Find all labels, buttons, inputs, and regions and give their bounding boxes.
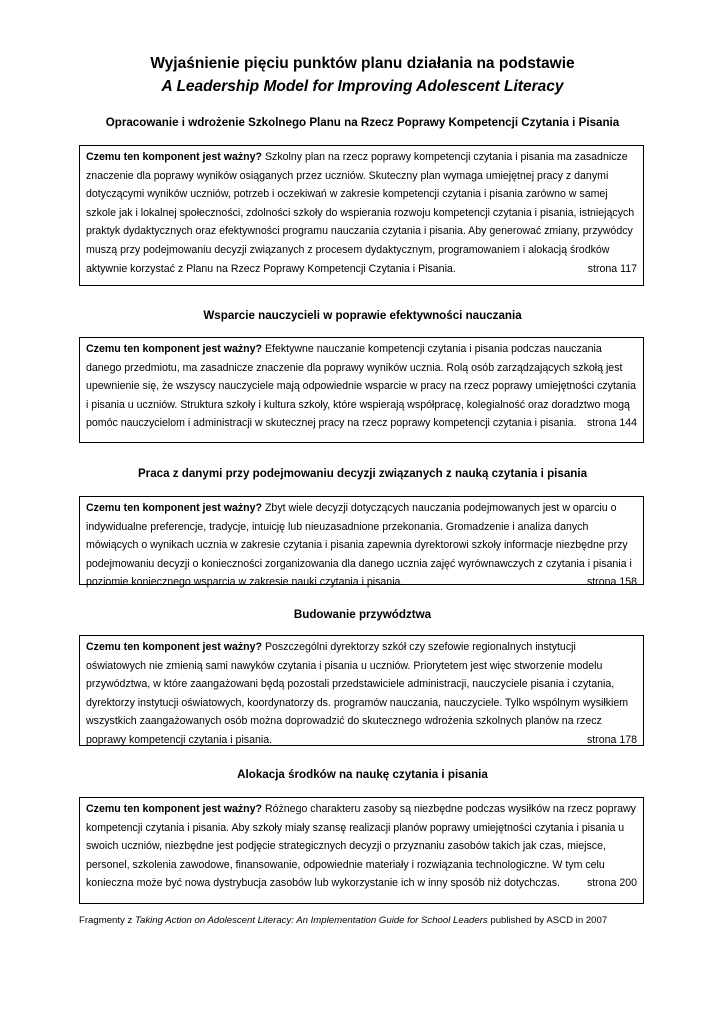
section-box [79, 337, 644, 443]
section-box [79, 797, 644, 904]
section-text: Efektywne nauczanie kompetencji czytania i pisania podczas nauczania danego przedmiotu, ma zasadnicze znaczenie dla poprawy wyników ucznia. Rolą osób zarządzających szkołą jest upewnienie się, że wszyscy nauczyciele mają odpowiednie wsparcie w pracy na rzecz poprawy umiejętności czytania i pisania u uczniów. Struktura szkoły i kultura szkoły, które wspierają współpracę, kolegialność oraz doradztwo mogą pomóc nauczycielom i administracji w skutecznej pracy na rzecz poprawy kompetencji czytania i pisania. [86, 343, 636, 430]
page-reference: strona 200 [586, 877, 637, 890]
section-heading: Praca z danymi przy podejmowaniu decyzji związanych z nauką czytania i pisania [137, 467, 588, 480]
page-reference: strona 117 [587, 262, 637, 275]
section-text: Szkolny plan na rzecz poprawy kompetencji czytania i pisania ma zasadnicze znaczenie dla poprawy wyników osiąganych przez uczniów. Skuteczny plan wymaga umiejętnej pracy z danymi dotyczącymi wyników uczniów, potrzeb i oczekiwań w zakresie kompetencji czytania i pisania zarówno w samej szkole jak i lokalnej społeczności, zdolności szkoły do wspierania rozwoju kompetencji czytania i pisania, istniejących praktyk dydaktycznych oraz efektywności programu nauczania czytania i pisania. Aby generować zmiany, przywódcy muszą przy podejmowaniu decyzji związanych z procesem dydaktycznym, programowaniem i alokacją środków aktywnie korzystać z Planu na Rzecz Poprawy Kompetencji Czytania i Pisania. [86, 151, 635, 275]
page-reference: strona 144 [586, 417, 637, 430]
document-subtitle: A Leadership Model for Improving Adolescent Literacy [161, 78, 564, 95]
footnote-suffix: published by ASCD in 2007 [490, 915, 608, 926]
document-title: Wyjaśnienie pięciu punktów planu działania na podstawie [150, 55, 575, 72]
section-lead: Czemu ten komponent jest ważny? [86, 641, 262, 653]
section-lead: Czemu ten komponent jest ważny? [86, 343, 262, 355]
section-lead: Czemu ten komponent jest ważny? [86, 502, 262, 514]
section-box [79, 496, 644, 589]
section-heading: Wsparcie nauczycieli w poprawie efektywności nauczania [203, 309, 522, 322]
section-text: Różnego charakteru zasoby są niezbędne podczas wysiłków na rzecz poprawy kompetencji czytania i pisania. Aby szkoły miały szansę realizacji planów poprawy umiejętności czytania i pisania u swoich uczniów, niezbędne jest podjęcie strategicznych decyzji o przyznaniu zasobów takich jak czas, miejsce, personel, szkolenia zawodowe, finansowanie, odpowiednie materiały i rozwiązania technologiczne. W tym celu konieczna może być nowa dystrybucja zasobów lub wykorzystanie ich w inny sposób niż dotychczas. [86, 803, 636, 890]
section-box [79, 145, 644, 286]
page-reference: strona 178 [586, 733, 637, 746]
section-text: Zbyt wiele decyzji dotyczących nauczania podejmowanych jest w oparciu o indywidualne preferencje, tradycje, intuicję lub nieuzasadnione przekonania. Gromadzenie i analiza danych mówiących o wynikach ucznia w zakresie czytania i pisania zapewnia dyrektorowi szkoły informacje niezbędne przy podejmowaniu decyzji o konieczności zorganizowania dla danego ucznia zajęć wyrównawczych z czytania i pisania i poziomie koniecznego wsparcia w zakresie nauki czytania i pisania. [86, 502, 632, 589]
section-heading: Alokacja środków na naukę czytania i pisania [237, 768, 488, 781]
section-heading: Budowanie przywództwa [293, 608, 432, 621]
section-lead: Czemu ten komponent jest ważny? [86, 151, 262, 163]
footnote-book-title: Taking Action on Adolescent Literacy: An Implementation Guide for School Leaders [135, 915, 488, 926]
source-footnote [79, 915, 679, 926]
section-box [79, 635, 644, 746]
footnote-prefix: Fragmenty z [79, 915, 133, 926]
page-reference: strona 158 [586, 576, 637, 589]
section-text: Poszczególni dyrektorzy szkół czy szefowie regionalnych instytucji oświatowych nie zmienią sami nawyków czytania i pisania u uczniów. Priorytetem jest więc stworzenie modelu przywództwa, w które zaangażowani będą pozostali przedstawiciele administracji, nauczyciele pisania i czytania, dyrektorzy instytucji oświatowych, koordynatorzy ds. programów nauczania, nauczyciele. Tylko wspólnym wysiłkiem wszystkich zaangażowanych osób można doprowadzić do skutecznego wdrożenia szkolnych planów na rzecz poprawy kompetencji czytania i pisania. [86, 641, 629, 746]
section-lead: Czemu ten komponent jest ważny? [86, 803, 262, 815]
section-heading: Opracowanie i wdrożenie Szkolnego Planu na Rzecz Poprawy Kompetencji Czytania i Pisania [105, 116, 620, 129]
